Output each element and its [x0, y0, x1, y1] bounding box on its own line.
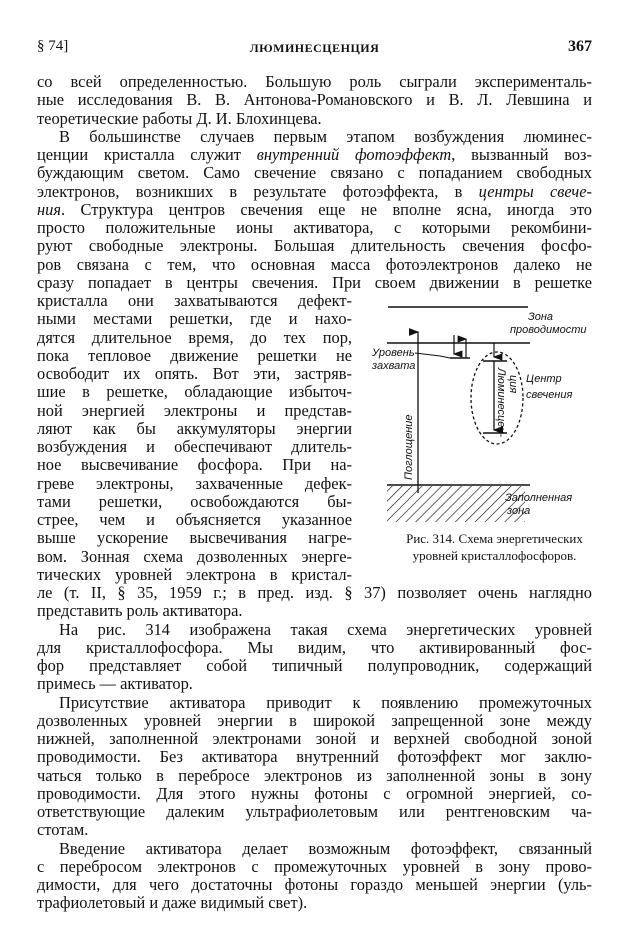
text-line [37, 310, 352, 328]
label-conduction-1: Зона [528, 311, 554, 323]
text-segment: представить роль активатора. [37, 601, 243, 621]
text-line [37, 365, 352, 383]
text-segment: стотам. [37, 820, 89, 840]
text-line [37, 657, 592, 675]
text-segment: шие в решетке, обладающие избыточ- [37, 382, 352, 402]
trap-leader-line [415, 353, 450, 358]
text-line [37, 292, 352, 310]
text-segment: дятся длительное время, до тех пор, [37, 327, 352, 347]
text-line [37, 237, 592, 255]
running-title: ЛЮМИНЕСЦЕНЦИЯ [249, 41, 380, 55]
text-line [37, 256, 592, 274]
text-line [37, 894, 592, 912]
text-segment: , вызванный воз- [451, 145, 592, 164]
text-line [37, 566, 352, 584]
energy-level-diagram [360, 300, 629, 570]
text-line [37, 91, 592, 109]
text-segment: тами решетки, освобождаются бы- [37, 491, 352, 511]
label-trap-2: захвата [372, 360, 416, 372]
text-segment: трафиолетовый и даже видимый свет). [37, 893, 308, 913]
label-filled-2: зона [507, 505, 531, 517]
text-segment: ное высвечивание фосфора. При на- [37, 455, 352, 475]
text-line [37, 146, 592, 164]
text-segment: Присутствие активатора приводит к появлению промежуточных [59, 692, 592, 712]
text-line [59, 840, 592, 858]
text-line [37, 803, 592, 821]
label-center-2: свечения [526, 389, 573, 401]
text-line [37, 821, 592, 839]
text-segment: проводимости. Без активатора внутренний фотоэффект мог заклю- [37, 747, 592, 767]
text-line [37, 329, 352, 347]
figure-caption-line-2: уровней кристаллофосфоров. [412, 548, 577, 563]
text-segment: ной энергией электроны и представ- [37, 400, 352, 420]
text-line [37, 73, 592, 91]
label-trap-1: Уровень [372, 347, 415, 359]
text-segment: фор представляет собой типичный полупроводник, содержащий [37, 656, 592, 675]
text-line [37, 347, 352, 365]
label-center-1: Центр [526, 373, 562, 385]
text-segment: руют свободные электроны. Большая длительность свечения фосфо- [37, 236, 592, 256]
text-line [37, 475, 352, 493]
text-segment: тических уровней электрона в кристал- [37, 564, 352, 584]
text-line [37, 767, 592, 785]
text-segment: буждающим светом. Само свечение связано с попаданием свободных [37, 163, 592, 183]
text-segment: кристалла они захватываются дефект- [37, 291, 352, 310]
text-line [37, 438, 352, 456]
text-line [37, 219, 592, 237]
text-segment: ляют как бы аккумуляторы энергии [37, 418, 352, 438]
text-segment: ле (т. II, § 35, 1959 г.; в пред. изд. § 37) позволяет очень наглядно [37, 583, 592, 602]
text-line [37, 402, 352, 420]
text-segment: димости, для чего достаточны фотоны гораздо меньшей энергии (уль- [37, 875, 592, 894]
text-segment: ценции кристалла служит [37, 145, 257, 164]
text-line [37, 183, 592, 201]
text-segment: сразу попадает в центры свечения. При своем движении в решетке [37, 272, 592, 292]
text-segment: теоретические работы Д. И. Блохинцева. [37, 108, 322, 128]
italic-term: центры свече- [478, 181, 592, 201]
text-segment: для кристаллофосфора. Мы видим, что активированный фос- [37, 637, 592, 657]
text-line [37, 748, 592, 766]
text-line [37, 548, 352, 566]
text-line [37, 730, 592, 748]
text-line [59, 128, 592, 146]
text-line [37, 639, 592, 657]
text-line [37, 511, 352, 529]
text-line [37, 274, 592, 292]
text-line [37, 785, 592, 803]
text-segment: нижней, заполненной электронами зоной и верхней свободной зоной [37, 729, 592, 748]
text-segment: со всей определенностью. Большую роль сыграли эксперименталь- [37, 72, 592, 91]
text-segment: примесь — активатор. [37, 674, 193, 694]
text-segment: ров связана с тем, что основная масса фотоэлектронов далеко не [37, 254, 592, 274]
text-segment: ными местами решетки, где и нахо- [37, 309, 352, 329]
text-line [37, 456, 352, 474]
figure-caption-line-1: Рис. 314. Схема энергетических [406, 531, 583, 546]
text-line [59, 694, 592, 712]
text-segment: В большинстве случаев первым этапом возбуждения люминес- [59, 126, 592, 146]
text-segment: с перебросом электронов с промежуточных уровней в зону прово- [37, 856, 592, 876]
label-conduction-2: проводимости [510, 324, 587, 336]
italic-term: ния [37, 199, 61, 219]
text-segment: вом. Зонная схема дозволенных энерге- [37, 546, 352, 566]
text-line [37, 858, 592, 876]
text-line [37, 876, 592, 894]
text-line [37, 529, 352, 547]
text-segment: возбуждения и обеспечивают длитель- [37, 437, 352, 456]
text-segment: На рис. 314 изображена такая схема энергетических уровней [59, 619, 592, 639]
text-line [59, 621, 592, 639]
label-filled-1: Заполненная [505, 492, 573, 504]
section-number: § 74] [37, 38, 69, 54]
label-luminescence-1: Люминесцен- [495, 368, 507, 438]
text-segment: ные исследования В. В. Антонова-Романовского и В. Л. Левшина и [37, 90, 592, 110]
text-line [37, 493, 352, 511]
text-segment: освободит их опять. Вот эти, застряв- [37, 364, 352, 383]
text-segment: электронов, возникших в результате фотоэффекта, в [37, 181, 479, 201]
text-segment: чаться только в перебросе электронов из заполненной зоны в зону [37, 765, 592, 785]
text-segment: выше ускорение высвечивания нагре- [37, 528, 352, 548]
text-line [37, 584, 592, 602]
text-line [37, 164, 592, 182]
text-line [37, 383, 352, 401]
text-line [37, 110, 592, 128]
text-segment: пока тепловое движение решетки не [37, 345, 352, 365]
text-segment: ответствующие далеким ультрафиолетовым или рентгеновским ча- [37, 802, 592, 821]
label-luminescence-2: ция [507, 375, 519, 394]
text-segment: . Структура центров свечения еще не вполне ясна, иногда это [60, 199, 592, 219]
italic-term: внутренний фотоэффект [256, 145, 452, 164]
label-absorption: Поглощение [403, 414, 415, 480]
text-line [37, 602, 592, 620]
page-number: 367 [568, 38, 592, 55]
text-segment: стрее, чем и объясняется указанное [37, 510, 352, 529]
text-segment: Введение активатора делает возможным фотоэффект, связанный [59, 838, 592, 858]
text-line [37, 675, 592, 693]
text-segment: греве электроны, захваченные дефек- [37, 473, 352, 493]
text-segment: просто положительные ионы активатора, с которыми рекомбини- [37, 218, 592, 237]
text-line [37, 712, 592, 730]
text-segment: проводимости. Для этого нужны фотоны с огромной энергией, со- [37, 783, 592, 803]
text-line [37, 420, 352, 438]
text-segment: дозволенных уровней энергии в широкой запрещенной зоне между [37, 710, 592, 730]
text-line [37, 201, 592, 219]
